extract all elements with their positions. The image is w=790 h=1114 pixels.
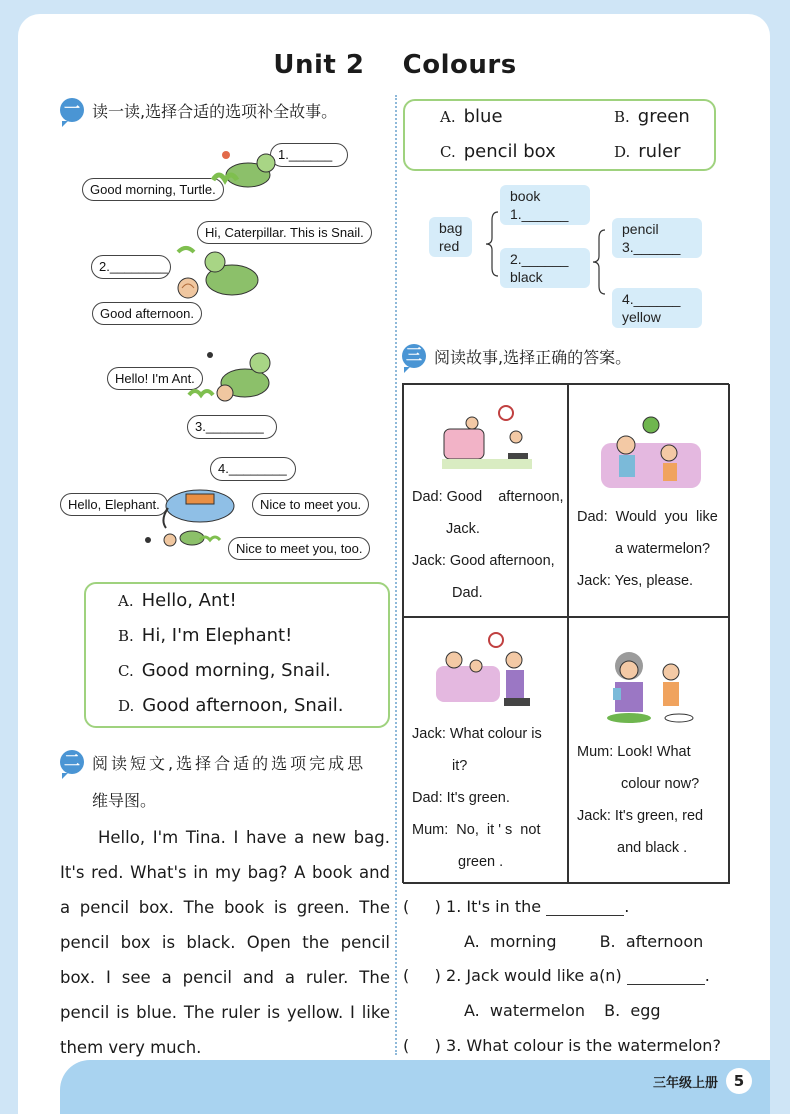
- speech-blank-4: 4.________: [210, 457, 296, 481]
- story-panel-1: [403, 384, 568, 617]
- panel-2-dialog: Dad: Would you like a watermelon? Jack: Yes, please.: [577, 509, 718, 589]
- answer-blank[interactable]: [546, 900, 624, 916]
- speech-blank-3: 3.________: [187, 415, 277, 439]
- story-panel-4: [568, 617, 730, 884]
- panel-3-dialog: Jack: What colour is it? Dad: It's green. Mum: No, it ' s not green .: [412, 726, 542, 870]
- living-room-illustration: [442, 401, 532, 473]
- speech-bubble-good-morning: Good morning, Turtle.: [82, 178, 224, 201]
- story-panel-2: [568, 384, 730, 617]
- option-item: A. blue: [440, 106, 503, 127]
- option-item: C. Good morning, Snail.: [118, 660, 331, 681]
- answer-blank[interactable]: [627, 969, 705, 985]
- option-item: D. ruler: [614, 141, 681, 162]
- question-2: ( ) 2. Jack would like a(n) .: [403, 966, 710, 985]
- option-item: A. Hello, Ant!: [118, 590, 237, 611]
- mindmap-pencil-box: 2.______ black: [500, 248, 590, 288]
- speech-bubble-nice-too: Nice to meet you, too.: [228, 537, 370, 560]
- elephant-group-illustration: [140, 478, 250, 553]
- panel-1-dialog: Dad: Good afternoon, Jack. Jack: Good afternoon, Dad.: [412, 489, 564, 601]
- story-grid: [402, 383, 729, 883]
- section1-badge: 一: [60, 98, 84, 122]
- speech-blank-2: 2.________: [91, 255, 171, 279]
- speech-bubble-hello-elephant: Hello, Elephant.: [60, 493, 168, 516]
- speech-blank-1: 1.______: [270, 143, 348, 167]
- answer-paren[interactable]: ( ): [403, 966, 441, 985]
- question-1: ( ) 1. It's in the .: [403, 897, 630, 916]
- mum-cutting-illustration: [599, 648, 699, 728]
- turtle-ant-snail-illustration: [185, 345, 280, 410]
- page-number: 5: [726, 1068, 752, 1094]
- question-2-choices: A. watermelon B. egg: [464, 1001, 661, 1020]
- section2-instruction-line1: 阅读短文,选择合适的选项完成思: [92, 754, 367, 773]
- reading-passage: Hello, I'm Tina. I have a new bag. It's red. What's in my bag? A book and a pencil box. The book is green. The pencil box is black. Open the pencil box. I see a pencil and a ruler. The pencil is blue. The ruler is yellow. I like them very much.: [60, 828, 390, 1057]
- question-1-choices: A. morning B. afternoon: [464, 932, 704, 951]
- answer-paren[interactable]: ( ): [403, 897, 441, 916]
- family-sofa-illustration: [434, 630, 534, 710]
- panel-4-dialog: Mum: Look! What colour now? Jack: It's green, red and black .: [577, 744, 704, 856]
- grade-label: 三年级上册: [652, 1076, 718, 1091]
- speech-bubble-ant: Hello! I'm Ant.: [107, 367, 203, 390]
- turtle-snail-illustration: [170, 240, 265, 305]
- speech-bubble-nice-to-meet: Nice to meet you.: [252, 493, 369, 516]
- section2-badge: 二: [60, 750, 84, 774]
- option-item: C. pencil box: [440, 141, 556, 162]
- section2-instruction-line2: 维导图。: [92, 791, 157, 810]
- option-item: B. Hi, I'm Elephant!: [118, 625, 293, 646]
- speech-bubble-caterpillar: Hi, Caterpillar. This is Snail.: [197, 221, 372, 244]
- sofa-watermelon-illustration: [601, 413, 701, 493]
- section3-instruction: 阅读故事,选择正确的答案。: [434, 348, 632, 367]
- unit-title: Unit 2 Colours: [273, 50, 517, 80]
- turtle-caterpillar-illustration: [208, 145, 278, 190]
- mindmap-book: book 1.______: [500, 185, 590, 225]
- mindmap-ruler: 4.______ yellow: [612, 288, 702, 328]
- story-panel-3: [403, 617, 568, 884]
- section1-instruction: 读一读,选择合适的选项补全故事。: [92, 102, 338, 121]
- mindmap-pencil: pencil 3.______: [612, 218, 702, 258]
- option-item: B. green: [614, 106, 690, 127]
- mindmap-root: bag red: [429, 217, 472, 257]
- column-divider: [395, 95, 397, 1055]
- question-3: ( ) 3. What colour is the watermelon?: [403, 1036, 721, 1055]
- option-item: D. Good afternoon, Snail.: [118, 695, 344, 716]
- answer-paren[interactable]: ( ): [403, 1036, 441, 1055]
- section3-badge: 三: [402, 344, 426, 368]
- speech-bubble-good-afternoon: Good afternoon.: [92, 302, 202, 325]
